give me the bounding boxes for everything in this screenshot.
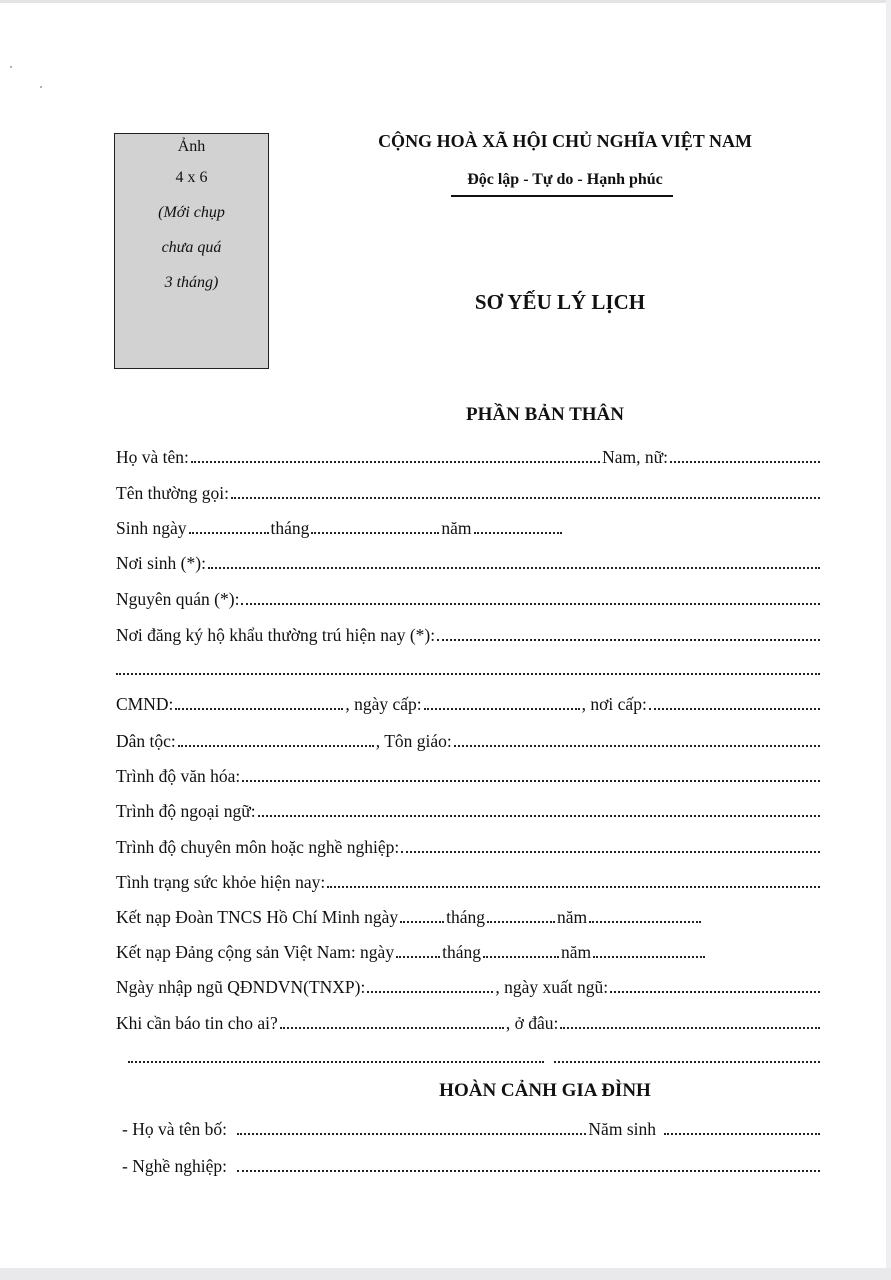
gender-field[interactable] bbox=[670, 461, 820, 463]
ethnicity-field[interactable] bbox=[178, 745, 374, 747]
education-field[interactable] bbox=[242, 780, 820, 782]
nickname-label: Tên thường gọi: bbox=[116, 483, 230, 503]
issue-place-label: , nơi cấp: bbox=[581, 694, 647, 714]
birth-year-field[interactable] bbox=[474, 532, 562, 534]
education-label: Trình độ văn hóa: bbox=[116, 766, 241, 786]
enlist-field[interactable] bbox=[367, 991, 493, 993]
page-bottom-edge bbox=[0, 1268, 891, 1280]
photo-placeholder bbox=[114, 133, 269, 369]
full-name-field[interactable] bbox=[191, 461, 600, 463]
ethnicity-label: Dân tộc: bbox=[116, 731, 176, 751]
father-birth-year-label: Năm sinh bbox=[588, 1119, 656, 1139]
section-title-personal: PHẦN BẢN THÂN bbox=[466, 404, 624, 425]
photo-note-3: 3 tháng) bbox=[164, 274, 219, 291]
occupation-field[interactable] bbox=[237, 1170, 820, 1172]
full-name-label: Họ và tên: bbox=[116, 447, 189, 467]
row-nickname bbox=[116, 479, 822, 503]
row-residence bbox=[116, 621, 822, 645]
row-birthplace bbox=[116, 549, 822, 573]
occupation-label: - Nghề nghiệp: bbox=[122, 1156, 227, 1176]
motto-underline bbox=[451, 195, 673, 197]
party-year-label: năm bbox=[560, 942, 592, 962]
birth-month-field[interactable] bbox=[311, 532, 439, 534]
contact-where-field[interactable] bbox=[560, 1027, 820, 1029]
party-month-label: tháng bbox=[442, 942, 481, 962]
row-health bbox=[116, 868, 822, 892]
row-profession bbox=[116, 833, 822, 857]
row-id-card bbox=[116, 690, 822, 714]
row-occupation bbox=[122, 1152, 822, 1176]
discharge-field[interactable] bbox=[610, 991, 820, 993]
photo-label: Ảnh bbox=[177, 138, 206, 155]
id-card-label: CMND: bbox=[116, 694, 174, 714]
photo-note-2: chưa quá bbox=[161, 239, 222, 256]
father-birth-year-field[interactable] bbox=[664, 1133, 820, 1135]
birth-year-label: năm bbox=[441, 518, 472, 538]
scan-speck bbox=[10, 66, 12, 68]
row-contact bbox=[116, 1009, 822, 1033]
row-education bbox=[116, 762, 822, 786]
page-right-edge bbox=[886, 0, 891, 1280]
party-day-field[interactable] bbox=[396, 956, 440, 958]
father-name-label: - Họ và tên bố: bbox=[122, 1119, 227, 1139]
party-label: Kết nạp Đảng cộng sản Việt Nam: ngày bbox=[116, 942, 395, 962]
nickname-field[interactable] bbox=[231, 497, 820, 499]
page-top-edge bbox=[0, 0, 891, 3]
profession-field[interactable] bbox=[401, 851, 820, 853]
youth-union-day-field[interactable] bbox=[400, 921, 444, 923]
residence-field-continued[interactable] bbox=[116, 673, 820, 675]
contact-where-continued[interactable] bbox=[554, 1061, 820, 1063]
youth-union-month-label: tháng bbox=[446, 907, 485, 927]
contact-field[interactable] bbox=[280, 1027, 504, 1029]
row-language bbox=[116, 797, 822, 821]
issue-date-label: , ngày cấp: bbox=[345, 694, 422, 714]
birthplace-field[interactable] bbox=[208, 567, 820, 569]
contact-field-continued[interactable] bbox=[128, 1061, 544, 1063]
health-label: Tình trạng sức khỏe hiện nay: bbox=[116, 872, 326, 892]
hometown-field[interactable] bbox=[241, 603, 820, 605]
row-enlist bbox=[116, 973, 822, 997]
discharge-label: , ngày xuất ngũ: bbox=[495, 977, 609, 997]
religion-label: , Tôn giáo: bbox=[375, 731, 452, 751]
residence-field[interactable] bbox=[437, 639, 820, 641]
row-residence-cont bbox=[116, 655, 822, 679]
national-motto: Độc lập - Tự do - Hạnh phúc bbox=[467, 171, 663, 188]
religion-field[interactable] bbox=[454, 745, 820, 747]
youth-union-year-label: năm bbox=[556, 907, 588, 927]
birth-day-label: Sinh ngày bbox=[116, 518, 187, 538]
language-field[interactable] bbox=[258, 815, 820, 817]
id-card-field[interactable] bbox=[175, 708, 343, 710]
section-title-family: HOÀN CẢNH GIA ĐÌNH bbox=[439, 1080, 651, 1101]
youth-union-year-field[interactable] bbox=[589, 921, 701, 923]
birth-day-field[interactable] bbox=[189, 532, 269, 534]
row-ethnicity bbox=[116, 727, 822, 751]
row-contact-cont bbox=[128, 1043, 822, 1067]
hometown-label: Nguyên quán (*): bbox=[116, 589, 240, 609]
party-year-field[interactable] bbox=[593, 956, 705, 958]
youth-union-label: Kết nạp Đoàn TNCS Hồ Chí Minh ngày bbox=[116, 907, 399, 927]
row-party bbox=[116, 938, 822, 962]
scan-speck bbox=[40, 86, 42, 88]
profession-label: Trình độ chuyên môn hoặc nghề nghiệp: bbox=[116, 837, 400, 857]
row-father bbox=[122, 1115, 822, 1139]
issue-date-field[interactable] bbox=[424, 708, 580, 710]
youth-union-month-field[interactable] bbox=[487, 921, 555, 923]
contact-label: Khi cần báo tin cho ai? bbox=[116, 1013, 278, 1033]
row-birth-date bbox=[116, 514, 822, 538]
row-youth-union bbox=[116, 903, 822, 927]
enlist-label: Ngày nhập ngũ QĐNDVN(TNXP): bbox=[116, 977, 366, 997]
issue-place-field[interactable] bbox=[649, 708, 820, 710]
document-title: SƠ YẾU LÝ LỊCH bbox=[474, 290, 646, 314]
national-title: CỘNG HOÀ XÃ HỘI CHỦ NGHĨA VIỆT NAM bbox=[378, 131, 752, 151]
health-field[interactable] bbox=[327, 886, 820, 888]
contact-where-label: , ở đâu: bbox=[505, 1013, 559, 1033]
birthplace-label: Nơi sinh (*): bbox=[116, 553, 206, 573]
father-name-field[interactable] bbox=[237, 1133, 586, 1135]
gender-label: Nam, nữ: bbox=[602, 447, 668, 467]
birth-month-label: tháng bbox=[270, 518, 310, 538]
residence-label: Nơi đăng ký hộ khẩu thường trú hiện nay (*): bbox=[116, 625, 436, 645]
photo-size: 4 x 6 bbox=[175, 169, 208, 186]
photo-note-1: (Mới chụp bbox=[158, 204, 225, 221]
row-hometown bbox=[116, 585, 822, 609]
row-full-name bbox=[116, 443, 822, 467]
language-label: Trình độ ngoại ngữ: bbox=[116, 801, 256, 821]
party-month-field[interactable] bbox=[483, 956, 559, 958]
